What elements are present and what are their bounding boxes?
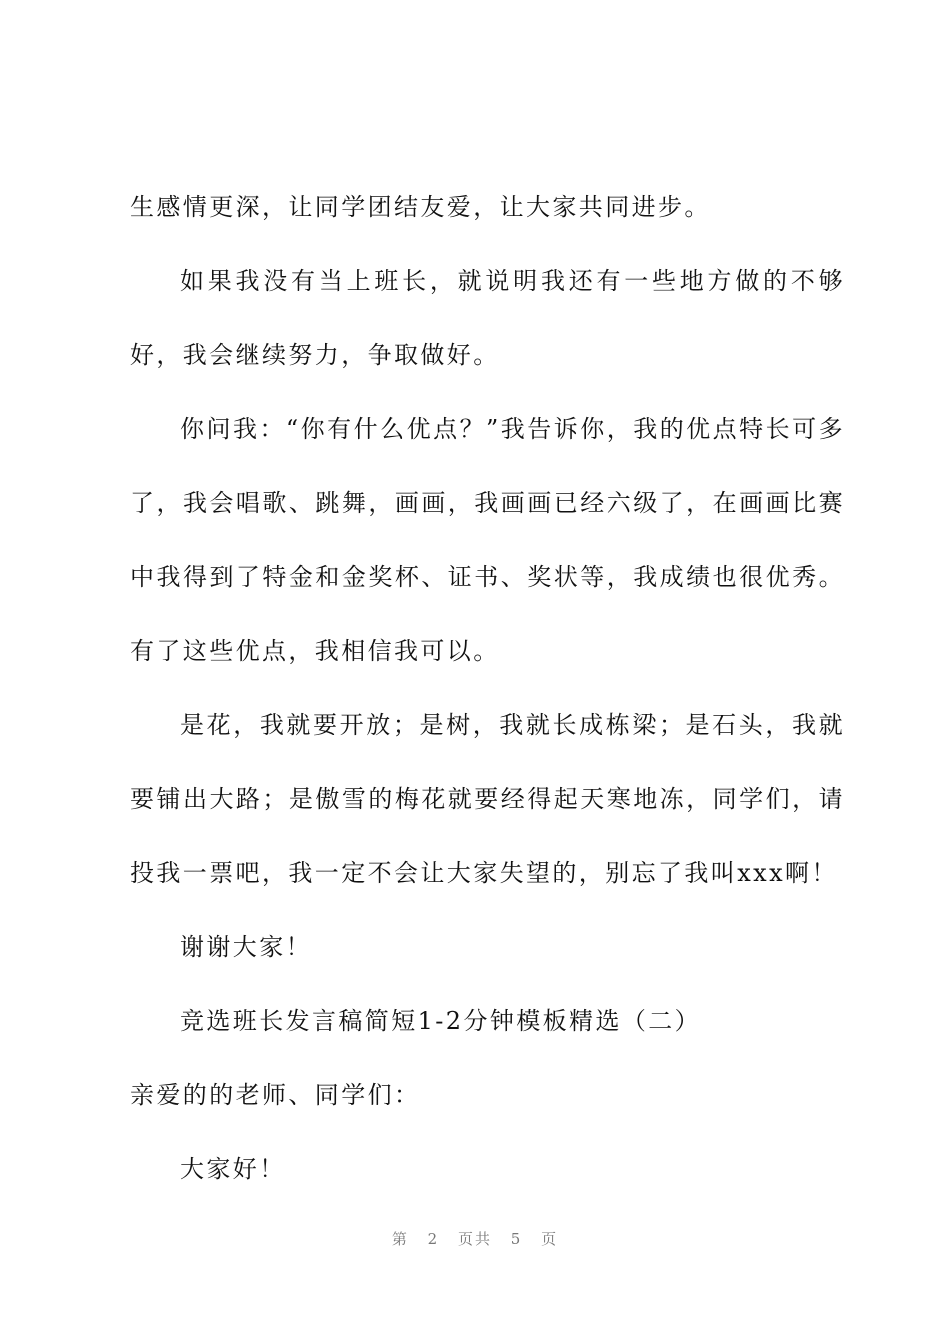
greeting: 大家好！ — [180, 1155, 286, 1183]
footer-label-end: 页 — [541, 1230, 559, 1248]
paragraph-4: 是花，我就要开放；是树，我就长成栋梁；是石头，我就要铺出大路；是傲雪的梅花就要经得起天寒地冻，同学们，请投我一票吧，我一定不会让大家失望的，别忘了我叫xxx啊！ — [130, 711, 845, 887]
page-footer — [0, 1228, 950, 1249]
footer-current-page: 2 — [427, 1230, 440, 1248]
section-heading: 竞选班长发言稿简短1-2分钟模板精选（二） — [180, 1007, 702, 1035]
paragraph-1: 生感情更深，让同学团结友爱，让大家共同进步。 — [130, 193, 711, 221]
paragraph-2: 如果我没有当上班长，就说明我还有一些地方做的不够好，我会继续努力，争取做好。 — [130, 267, 845, 369]
footer-total-pages: 5 — [510, 1230, 523, 1248]
footer-label-of: 页共 — [457, 1230, 492, 1248]
paragraph-3: 你问我：“你有什么优点？”我告诉你，我的优点特长可多了，我会唱歌、跳舞，画画，我画画已经六级了，在画画比赛中我得到了特金和金奖杯、证书、奖状等，我成绩也很优秀。有了这些优点，我相信我可以。 — [130, 415, 845, 665]
salutation: 亲爱的的老师、同学们： — [130, 1081, 421, 1109]
footer-label-page: 第 — [391, 1230, 409, 1248]
paragraph-5: 谢谢大家！ — [180, 933, 312, 961]
document-body — [130, 170, 845, 1206]
